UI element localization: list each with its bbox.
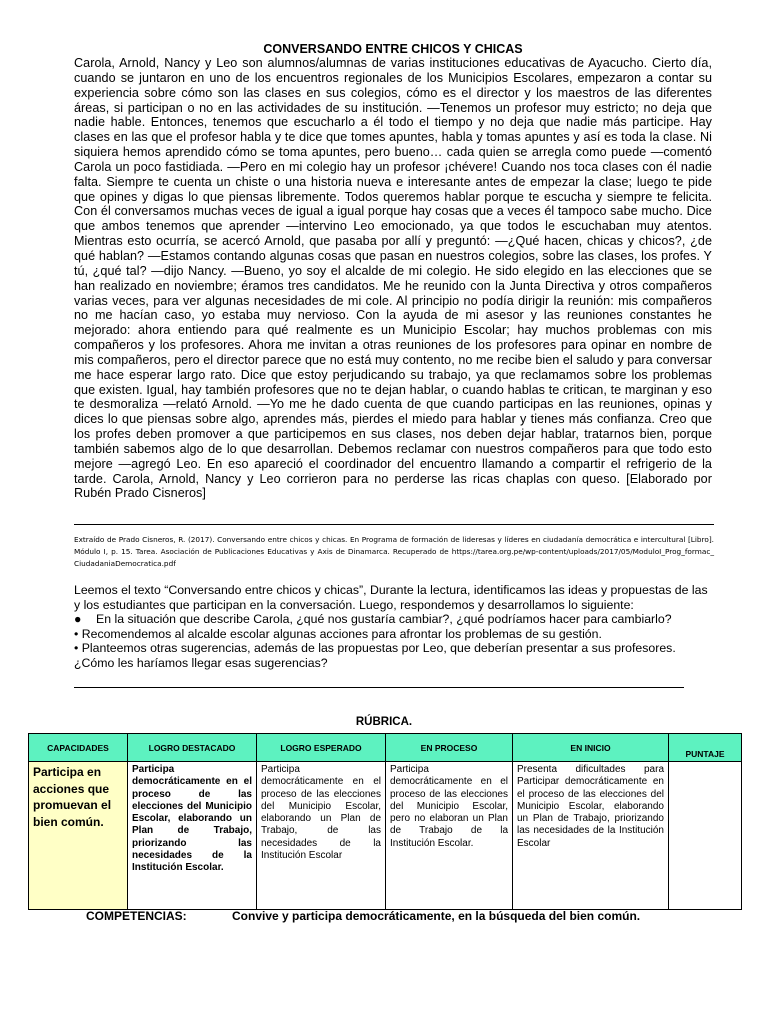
competencias-line (86, 909, 726, 923)
cell-logro-destacado: Participa democráticamente en el proceso de las elecciones del Municipio Escolar, elaborando un Plan de Trabajo, priorizando las necesidades de la Institución Escolar. (128, 762, 257, 910)
instructions-intro: Leemos el texto “Conversando entre chicos y chicas”, Durante la lectura, identificamos las ideas y propuestas de las y los estudiantes que participan en la conversación. Luego, respondemos y desarrollamos lo siguiente: (74, 583, 708, 612)
header-en-proceso: EN PROCESO (386, 734, 513, 762)
document-title: CONVERSANDO ENTRE CHICOS Y CHICAS (263, 42, 523, 56)
story-text: Carola, Arnold, Nancy y Leo son alumnos/alumnas de varias instituciones educativas de Ayacucho. Cierto día, cuando se juntaron en uno de los encuentros regionales de los Municipios Escolares, empezaron a contar su experiencia sobre cómo son las clases en sus colegios, cómo es el director y los maestros de las diferentes áreas, si participan o no en las actividades de su institución. —Tenemos un profesor muy estricto; no deja que nadie hable. Entonces, tenemos que escucharlo a él todo el tiempo y no deja que nadie más participe. Hay clases en las que el profesor habla y te dice que tomes apuntes, habla y tomas apuntes y así es toda la clase. Ni siquiera hemos aprendido cómo se toma apuntes, pero bueno… cada quien se arregla como puede —comentó Carola un poco fastidiada. —Pero en mi colegio hay un profesor ¡chévere! Cuando nos toca clases con él nadie falta. Siempre te cuenta un chiste o una historia nueva e interesante antes de empezar la clase; luego te pide que opines y digas lo que piensas libremente. Todos queremos hablar porque te escucha y siempre te felicita. Con él conversamos muchas veces de igual a igual porque hay cosas que a veces él tampoco sabe mucho. Dice que ambos tenemos que aprender —intervino Leo emocionado, ya que todos le escuchaban muy atentos. Mientras esto ocurría, se acercó Arnold, que pasaba por allí y preguntó: —¿Qué hacen, chicas y chicos?, ¿de qué hablan? —Estamos contando algunas cosas que pasan en nuestros colegios, sobre las clases, los profes. Y tú, ¿qué tal? —dijo Nancy. —Bueno, yo soy el alcalde de mi colegio. He sido elegido en las elecciones que se han realizado en noviembre; éramos tres candidatos. Me he reunido con la Junta Directiva y otros compañeros varias veces, para ver algunas necesidades de mi cole. Al principio no podía dirigir la reunión: mis compañeros no me hacían caso, yo estaba muy nervioso. Con la ayuda de mi asesor y las reuniones constantes he mejorado: ahora entiendo para qué realmente es un Municipio Escolar; hay muchos problemas con mis compañeros y los profesores. Ahora me invitan a otras reuniones de los profesores para opinar en nombre de mis compañeros, pero el director parece que no está muy contento, no me recibe bien el saludo y para conversar me hace esperar largo rato. Dice que estoy perjudicando su trabajo, ya que reclamamos sobre los problemas que existen. Igual, hay también profesores que no te dejan hablar, o cuando hablas te critican, te marginan y eso te desmoraliza —relató Arnold. —Yo me he dado cuenta de que cuando participas en las reuniones, opinas y dices lo que piensas sobre algo, aprendes más, pierdes el miedo para hablar y tienes más confianza. Creo que los profes deben promover a que participemos en sus clases, nos deben dejar hablar, tratarnos bien, porque también sabemos algo de lo que desarrollan. Debemos reclamar con nuestros compañeros para que todo esto mejore —agregó Leo. En eso apareció el coordinador del encuentro llamando a compartir el refrigerio de la tarde. Carola, Arnold, Nancy y Leo corrieron para no perderse las ricas chaplas con queso. [Elaborado por Rubén Prado Cisneros] (74, 56, 712, 501)
instructions-item-1 (74, 612, 714, 627)
rubric-header-row (29, 734, 742, 762)
instructions-item-1-text: En la situación que describe Carola, ¿qué nos gustaría cambiar?, ¿qué podríamos hacer para cambiarlo? (96, 612, 672, 627)
instructions-block (74, 583, 714, 671)
rubric-table (28, 733, 742, 910)
instructions-item-2: • Recomendemos al alcalde escolar algunas acciones para afrontar los problemas de su gestión. (74, 626, 602, 641)
cell-puntaje[interactable] (669, 762, 742, 910)
cell-en-proceso: Participa democráticamente en el proceso de las elecciones del Municipio Escolar, pero no elaboran un Plan de Trabajo de la Institución Escolar. (386, 762, 513, 910)
instructions-item-3: • Planteemos otras sugerencias, además de las propuestas por Leo, que deberían presentar a sus profesores. ¿Cómo les haríamos llegar esas sugerencias? (74, 641, 676, 670)
cell-capacidad: Participa en acciones que promuevan el bien común. (29, 762, 128, 910)
separator-line-top (74, 524, 714, 525)
rubric-row (29, 762, 742, 910)
bullet-icon: ● (74, 612, 82, 627)
citation-text: Extraído de Prado Cisneros, R. (2017). Conversando entre chicos y chicas. En Programa de formación de lideresas y líderes en ciudadanía democrática e intercultural [Libro]. Módulo I, p. 15. Tarea. Asociación de Publicaciones Educativas y Axis de Dinamarca. Recuperado de https://tarea.org.pe/wp-content/uploads/2017/05/ModuloI_Prog_formac_ CiudadaniaDemocratica.pdf (74, 535, 714, 568)
header-puntaje: PUNTAJE (669, 734, 742, 762)
cell-logro-esperado: Participa democráticamente en el proceso de las elecciones del Municipio Escolar, elaborando un Plan de Trabajo, de las necesidades de la Institución Escolar (257, 762, 386, 910)
header-en-inicio: EN INICIO (513, 734, 669, 762)
header-logro-esperado: LOGRO ESPERADO (257, 734, 386, 762)
rubric-title: RÚBRICA. (355, 716, 413, 728)
header-logro-destacado: LOGRO DESTACADO (128, 734, 257, 762)
cell-en-inicio: Presenta dificultades para Participar democráticamente en el proceso de las elecciones del Municipio Escolar, elaborando un Plan de Trabajo, priorizando las necesidades de la Institución Escolar (513, 762, 669, 910)
competencias-value: Convive y participa democráticamente, en la búsqueda del bien común. (232, 909, 641, 923)
header-capacidades: CAPACIDADES (29, 734, 128, 762)
separator-line-bottom (74, 687, 684, 688)
competencias-label: COMPETENCIAS: (86, 909, 187, 923)
